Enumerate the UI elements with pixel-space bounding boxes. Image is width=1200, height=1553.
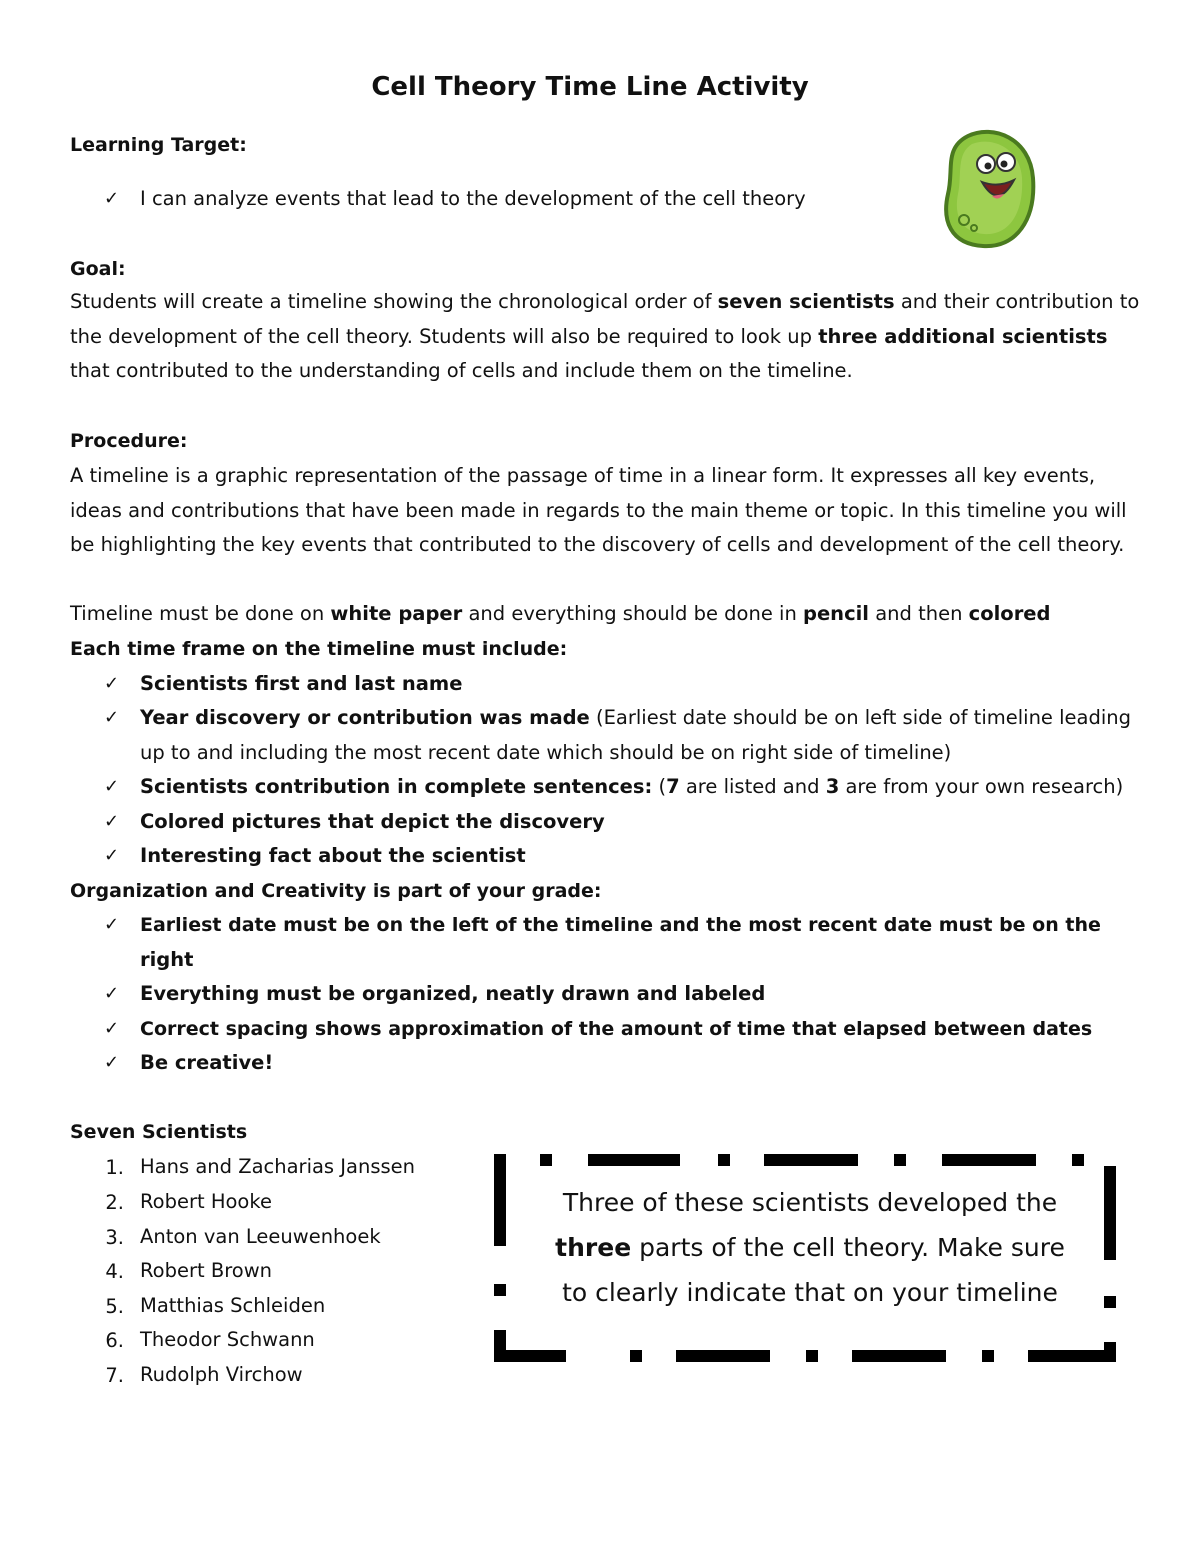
list-number: 2. xyxy=(105,1191,124,1214)
list-number: 6. xyxy=(105,1329,124,1352)
goal-text: and their contribution to the development of the cell theory. Students will also be required to look up xyxy=(70,290,1140,348)
scientist-name: Hans and Zacharias Janssen xyxy=(140,1155,416,1178)
scientists-heading: Seven Scientists xyxy=(70,1121,248,1143)
scientist-name: Rudolph Virchow xyxy=(140,1363,303,1386)
procedure-text: Timeline must be done on xyxy=(70,602,331,625)
time-frame-item: Colored pictures that depict the discovery xyxy=(140,810,605,833)
bold-pencil: pencil xyxy=(803,602,869,625)
check-icon: ✓ xyxy=(104,188,120,209)
scientist-name: Robert Brown xyxy=(140,1259,273,1282)
goal-bold-seven: seven scientists xyxy=(717,290,895,313)
organization-heading: Organization and Creativity is part of your grade: xyxy=(70,880,602,902)
item-text: (Earliest date should be on left side of timeline leading xyxy=(589,706,1132,729)
callout-line-1: Three of these scientists developed the xyxy=(562,1188,1058,1217)
item-bold-number: 7 xyxy=(666,775,680,798)
time-frame-item: Scientists first and last name xyxy=(140,672,463,695)
list-number: 3. xyxy=(105,1226,124,1249)
goal-bold-three: three additional scientists xyxy=(818,324,1108,348)
time-frame-item xyxy=(140,770,1123,805)
organization-item: Be creative! xyxy=(140,1051,274,1074)
scientist-name: Theodor Schwann xyxy=(140,1328,315,1351)
procedure-text: and then xyxy=(869,602,969,625)
item-bold-number: 3 xyxy=(825,775,840,798)
learning-target-item: I can analyze events that lead to the development of the cell theory xyxy=(140,187,806,210)
scientist-name: Anton van Leeuwenhoek xyxy=(140,1225,381,1248)
list-number: 7. xyxy=(105,1364,124,1387)
goal-paragraph xyxy=(70,285,1150,389)
page-title: Cell Theory Time Line Activity xyxy=(371,72,809,102)
time-frame-heading: Each time frame on the timeline must include: xyxy=(70,638,568,660)
learning-target-heading: Learning Target: xyxy=(70,134,247,156)
callout-line-3: to clearly indicate that on your timeline xyxy=(562,1278,1058,1307)
organization-item: Correct spacing shows approximation of the amount of time that elapsed between dates xyxy=(140,1018,1093,1040)
check-icon: ✓ xyxy=(104,776,120,797)
check-icon: ✓ xyxy=(104,811,120,832)
check-icon: ✓ xyxy=(104,707,120,728)
callout-line-2 xyxy=(510,1225,1110,1270)
list-number: 4. xyxy=(105,1260,124,1283)
list-number: 5. xyxy=(105,1295,124,1318)
organization-item: Everything must be organized, neatly drawn and labeled xyxy=(140,982,766,1005)
check-icon: ✓ xyxy=(104,983,120,1004)
time-frame-item-continued: up to and including the most recent date which should be on right side of timeline) xyxy=(140,741,952,764)
bold-white-paper: white paper xyxy=(330,602,463,625)
list-number: 1. xyxy=(105,1156,124,1179)
check-icon: ✓ xyxy=(104,673,120,694)
callout-bold-three: three xyxy=(555,1233,632,1262)
procedure-paragraph: A timeline is a graphic representation of the passage of time in a linear form. It expresses all key events, ideas and contributions that have been made in regards to the main theme or topic. In this timeline you will be highlighting the key events that contributed to the discovery of cells and development of the cell theory. xyxy=(70,464,1127,557)
bold-colored: colored xyxy=(968,602,1051,625)
organization-item: Earliest date must be on the left of the timeline and the most recent date must be on the xyxy=(140,914,1101,936)
item-text: are listed and xyxy=(679,775,826,798)
procedure-text: and everything should be done in xyxy=(462,602,803,625)
scientist-name: Matthias Schleiden xyxy=(140,1294,326,1317)
procedure-materials-line xyxy=(70,597,1051,632)
item-text: ( xyxy=(652,775,667,798)
time-frame-item xyxy=(140,701,1131,736)
goal-text: Students will create a timeline showing the chronological order of xyxy=(70,290,718,313)
item-bold-text: Year discovery or contribution was made xyxy=(140,706,590,729)
item-text: are from your own research) xyxy=(839,775,1124,798)
check-icon: ✓ xyxy=(104,845,120,866)
organization-item-continued: right xyxy=(140,948,194,971)
callout-text-rest: parts of the cell theory. Make sure xyxy=(631,1233,1065,1262)
goal-text: that contributed to the understanding of cells and include them on the timeline. xyxy=(70,359,853,383)
time-frame-item: Interesting fact about the scientist xyxy=(140,844,526,867)
goal-heading: Goal: xyxy=(70,258,126,280)
cartoon-cell-image xyxy=(938,128,1038,252)
scientist-name: Robert Hooke xyxy=(140,1190,272,1213)
item-bold-text: Scientists contribution in complete sentences: xyxy=(140,775,653,798)
check-icon: ✓ xyxy=(104,1052,120,1073)
procedure-heading: Procedure: xyxy=(70,430,188,452)
check-icon: ✓ xyxy=(104,914,120,935)
callout-text xyxy=(510,1180,1110,1315)
check-icon: ✓ xyxy=(104,1018,120,1039)
